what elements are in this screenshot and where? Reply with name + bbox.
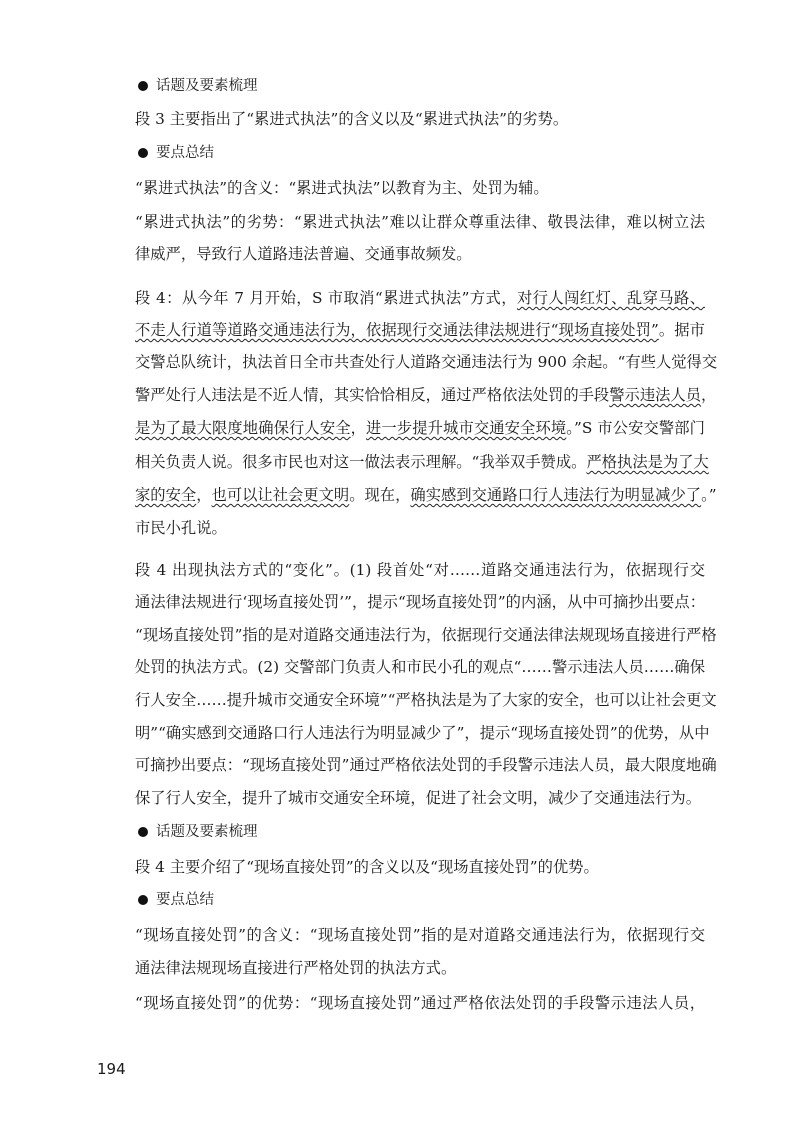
section3-meaning: “累进式执法”的含义：“累进式执法”以教育为主、处罚为辅。	[135, 179, 549, 197]
wavy-underline: 是为了最大限度地确保行人安全	[135, 419, 351, 437]
section4-meaning-line2: 通法律法规现场直接进行严格处罚的执法方式。	[135, 959, 457, 977]
heading-topic-1: 话题及要素梳理	[138, 76, 708, 96]
bullet-icon	[138, 895, 148, 905]
section3-disadvantage-line2: 律威严，导致行人道路违法普遍、交通事故频发。	[135, 245, 472, 263]
analysis4-line8: 保了行人安全，提升了城市交通安全环境，促进了社会文明，减少了交通违法行为。	[135, 789, 701, 807]
paragraph4-line1: 段 4：从今年 7 月开始，S 市取消“累进式执法”方式，对行人闯红灯、乱穿马路、	[135, 289, 705, 307]
heading-topic-2: 话题及要素梳理	[138, 822, 708, 842]
heading-summary-1: 要点总结	[138, 143, 708, 163]
analysis4-line4: 处罚的执法方式。(2) 交警部门负责人和市民小孔的观点“……警示违法人员……确保	[135, 658, 705, 676]
wavy-underline: 警示违法人员	[609, 386, 702, 404]
wavy-underline: 不走人行道等道路交通违法行为，	[135, 321, 366, 339]
analysis4-line3: “现场直接处罚”指的是对道路交通违法行为，依据现行交通法律法规现场直接进行严格	[135, 626, 717, 644]
wavy-underline: 家的安全	[135, 486, 197, 504]
analysis4-line2: 通法律法规进行‘现场直接处罚’”，提示“现场直接处罚”的内涵，从中可摘抄出要点：	[135, 593, 705, 611]
section3-topic-text: 段 3 主要指出了“累进式执法”的含义以及“累进式执法”的劣势。	[135, 110, 569, 128]
wavy-underline: 也可以让社会更文明	[211, 486, 350, 504]
heading-summary-2: 要点总结	[138, 890, 708, 910]
paragraph4-line3: 交警总队统计，执法首日全市共查处行人道路交通违法行为 900 余起。“有些人觉得交	[135, 353, 718, 371]
wavy-underline: 进一步提升城市交通安全环境	[366, 419, 567, 437]
section3-disadvantage-line1: “累进式执法”的劣势：“累进式执法”难以让群众尊重法律、敬畏法律，难以树立法	[135, 213, 705, 231]
wavy-underline: 依据现行交通法律法规进行“现场直接处罚”	[365, 321, 659, 339]
wavy-underline: 严格执法是为了大	[586, 453, 709, 471]
page-number: 194	[97, 1060, 126, 1078]
paragraph4-line7: 家的安全，也可以让社会更文明。现在，确实感到交通路口行人违法行为明显减少了。”	[135, 486, 717, 504]
section4-topic-text: 段 4 主要介绍了“现场直接处罚”的含义以及“现场直接处罚”的优势。	[135, 858, 599, 876]
section4-meaning-line1: “现场直接处罚”的含义：“现场直接处罚”指的是对道路交通违法行为，依据现行交	[135, 926, 705, 944]
paragraph4-line4: 警严处行人违法是不近人情，其实恰恰相反，通过严格依法处罚的手段警示违法人员，	[135, 386, 717, 404]
analysis4-line5: 行人安全……提升城市交通安全环境”“严格执法是为了大家的安全，也可以让社会更文	[135, 691, 717, 709]
wavy-underline: 确实感到交通路口行人违法行为明显减少了	[410, 486, 702, 504]
paragraph4-line6: 相关负责人说。很多市民也对这一做法表示理解。“我举双手赞成。严格执法是为了大	[135, 453, 709, 471]
analysis4-line6: 明”“确实感到交通路口行人违法行为明显减少了”，提示“现场直接处罚”的优势，从中	[135, 724, 710, 742]
paragraph4-line5: 是为了最大限度地确保行人安全，进一步提升城市交通安全环境。”S 市公安交警部门	[135, 419, 705, 437]
paragraph4-line8: 市民小孔说。	[135, 519, 227, 537]
bullet-icon	[138, 81, 148, 91]
wavy-underline: 对行人闯红灯、乱穿马路、	[516, 289, 705, 307]
analysis4-line1: 段 4 出现执法方式的“变化”。(1) 段首处“对……道路交通违法行为，依据现行交	[135, 561, 705, 579]
bullet-icon	[138, 148, 148, 158]
section4-advantage-line1: “现场直接处罚”的优势：“现场直接处罚”通过严格依法处罚的手段警示违法人员，	[135, 994, 705, 1012]
analysis4-line7: 可摘抄出要点：“现场直接处罚”通过严格依法处罚的手段警示违法人员，最大限度地确	[135, 756, 717, 774]
paragraph4-line2: 不走人行道等道路交通违法行为，依据现行交通法律法规进行“现场直接处罚”。据市	[135, 321, 705, 339]
bullet-icon	[138, 827, 148, 837]
